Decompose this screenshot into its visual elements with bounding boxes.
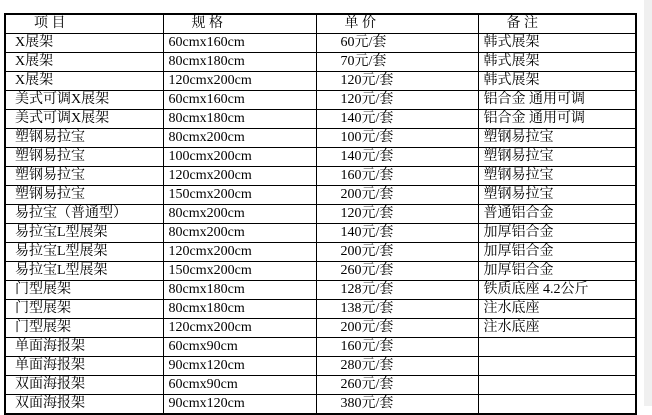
note-cell: 注水底座 [478,300,636,319]
table-row [5,205,636,224]
item-cell: 塑钢易拉宝 [5,148,163,167]
price-list-table [4,13,637,415]
note-cell: 加厚铝合金 [478,224,636,243]
item-cell: 双面海报架 [5,376,163,395]
item-cell: 单面海报架 [5,338,163,357]
item-cell: 美式可调X展架 [5,91,163,110]
window-edge-strip [644,0,652,406]
table-row [5,91,636,110]
note-cell: 塑钢易拉宝 [478,129,636,148]
table-row [5,357,636,376]
table-row [5,129,636,148]
spec-cell: 80cmx180cm [163,53,316,72]
price-cell: 120元/套 [316,91,478,110]
price-cell: 280元/套 [316,357,478,376]
item-cell: 门型展架 [5,300,163,319]
table-row [5,338,636,357]
spec-cell: 90cmx120cm [163,395,316,415]
spec-cell: 80cmx200cm [163,205,316,224]
note-cell: 塑钢易拉宝 [478,167,636,186]
spec-cell: 90cmx120cm [163,357,316,376]
table-row [5,148,636,167]
note-cell: 加厚铝合金 [478,262,636,281]
note-cell: 韩式展架 [478,72,636,91]
price-cell: 120元/套 [316,72,478,91]
spec-cell: 100cmx200cm [163,148,316,167]
table-row [5,224,636,243]
column-header-note: 备 注 [478,14,636,34]
item-cell: 易拉宝（普通型） [5,205,163,224]
item-cell: 塑钢易拉宝 [5,129,163,148]
spec-cell: 120cmx200cm [163,319,316,338]
item-cell: 易拉宝L型展架 [5,243,163,262]
table-row [5,53,636,72]
price-cell: 200元/套 [316,243,478,262]
price-cell: 140元/套 [316,224,478,243]
spec-cell: 120cmx200cm [163,72,316,91]
spec-cell: 80cmx180cm [163,110,316,129]
note-cell: 铝合金 通用可调 [478,91,636,110]
spec-cell: 120cmx200cm [163,167,316,186]
column-header-price: 单 价 [316,14,478,34]
price-cell: 128元/套 [316,281,478,300]
table-row [5,34,636,53]
price-cell: 380元/套 [316,395,478,415]
item-cell: 双面海报架 [5,395,163,415]
item-cell: 门型展架 [5,319,163,338]
note-cell: 塑钢易拉宝 [478,148,636,167]
item-cell: 单面海报架 [5,357,163,376]
price-cell: 138元/套 [316,300,478,319]
table-row [5,395,636,415]
table-row [5,110,636,129]
spec-cell: 80cmx180cm [163,300,316,319]
spec-cell: 60cmx90cm [163,338,316,357]
item-cell: X展架 [5,53,163,72]
item-cell: 易拉宝L型展架 [5,224,163,243]
price-cell: 120元/套 [316,205,478,224]
price-cell: 60元/套 [316,34,478,53]
table-row [5,281,636,300]
spec-cell: 60cmx90cm [163,376,316,395]
price-cell: 260元/套 [316,262,478,281]
note-cell: 铝合金 通用可调 [478,110,636,129]
spec-cell: 120cmx200cm [163,243,316,262]
note-cell: 韩式展架 [478,34,636,53]
note-cell: 加厚铝合金 [478,243,636,262]
price-cell: 100元/套 [316,129,478,148]
note-cell [478,357,636,376]
table-row [5,167,636,186]
spec-cell: 150cmx200cm [163,262,316,281]
item-cell: X展架 [5,34,163,53]
table-row [5,319,636,338]
item-cell: 门型展架 [5,281,163,300]
table-row [5,186,636,205]
price-cell: 260元/套 [316,376,478,395]
price-cell: 140元/套 [316,148,478,167]
item-cell: 塑钢易拉宝 [5,186,163,205]
table-row [5,376,636,395]
price-cell: 70元/套 [316,53,478,72]
price-cell: 160元/套 [316,167,478,186]
spec-cell: 80cmx200cm [163,224,316,243]
spec-cell: 150cmx200cm [163,186,316,205]
item-cell: X展架 [5,72,163,91]
table-row [5,262,636,281]
note-cell: 注水底座 [478,319,636,338]
column-header-item: 项 目 [5,14,163,34]
spec-cell: 60cmx160cm [163,91,316,110]
table-row [5,300,636,319]
spec-cell: 80cmx200cm [163,129,316,148]
table-row [5,243,636,262]
price-cell: 200元/套 [316,319,478,338]
table-row [5,72,636,91]
item-cell: 塑钢易拉宝 [5,167,163,186]
note-cell: 塑钢易拉宝 [478,186,636,205]
item-cell: 易拉宝L型展架 [5,262,163,281]
note-cell: 普通铝合金 [478,205,636,224]
price-cell: 200元/套 [316,186,478,205]
price-cell: 160元/套 [316,338,478,357]
note-cell [478,376,636,395]
note-cell [478,395,636,415]
column-header-spec: 规 格 [163,14,316,34]
item-cell: 美式可调X展架 [5,110,163,129]
spec-cell: 80cmx180cm [163,281,316,300]
price-cell: 140元/套 [316,110,478,129]
spec-cell: 60cmx160cm [163,34,316,53]
note-cell [478,338,636,357]
note-cell: 铁质底座 4.2公斤 [478,281,636,300]
header-row [5,14,636,34]
note-cell: 韩式展架 [478,53,636,72]
